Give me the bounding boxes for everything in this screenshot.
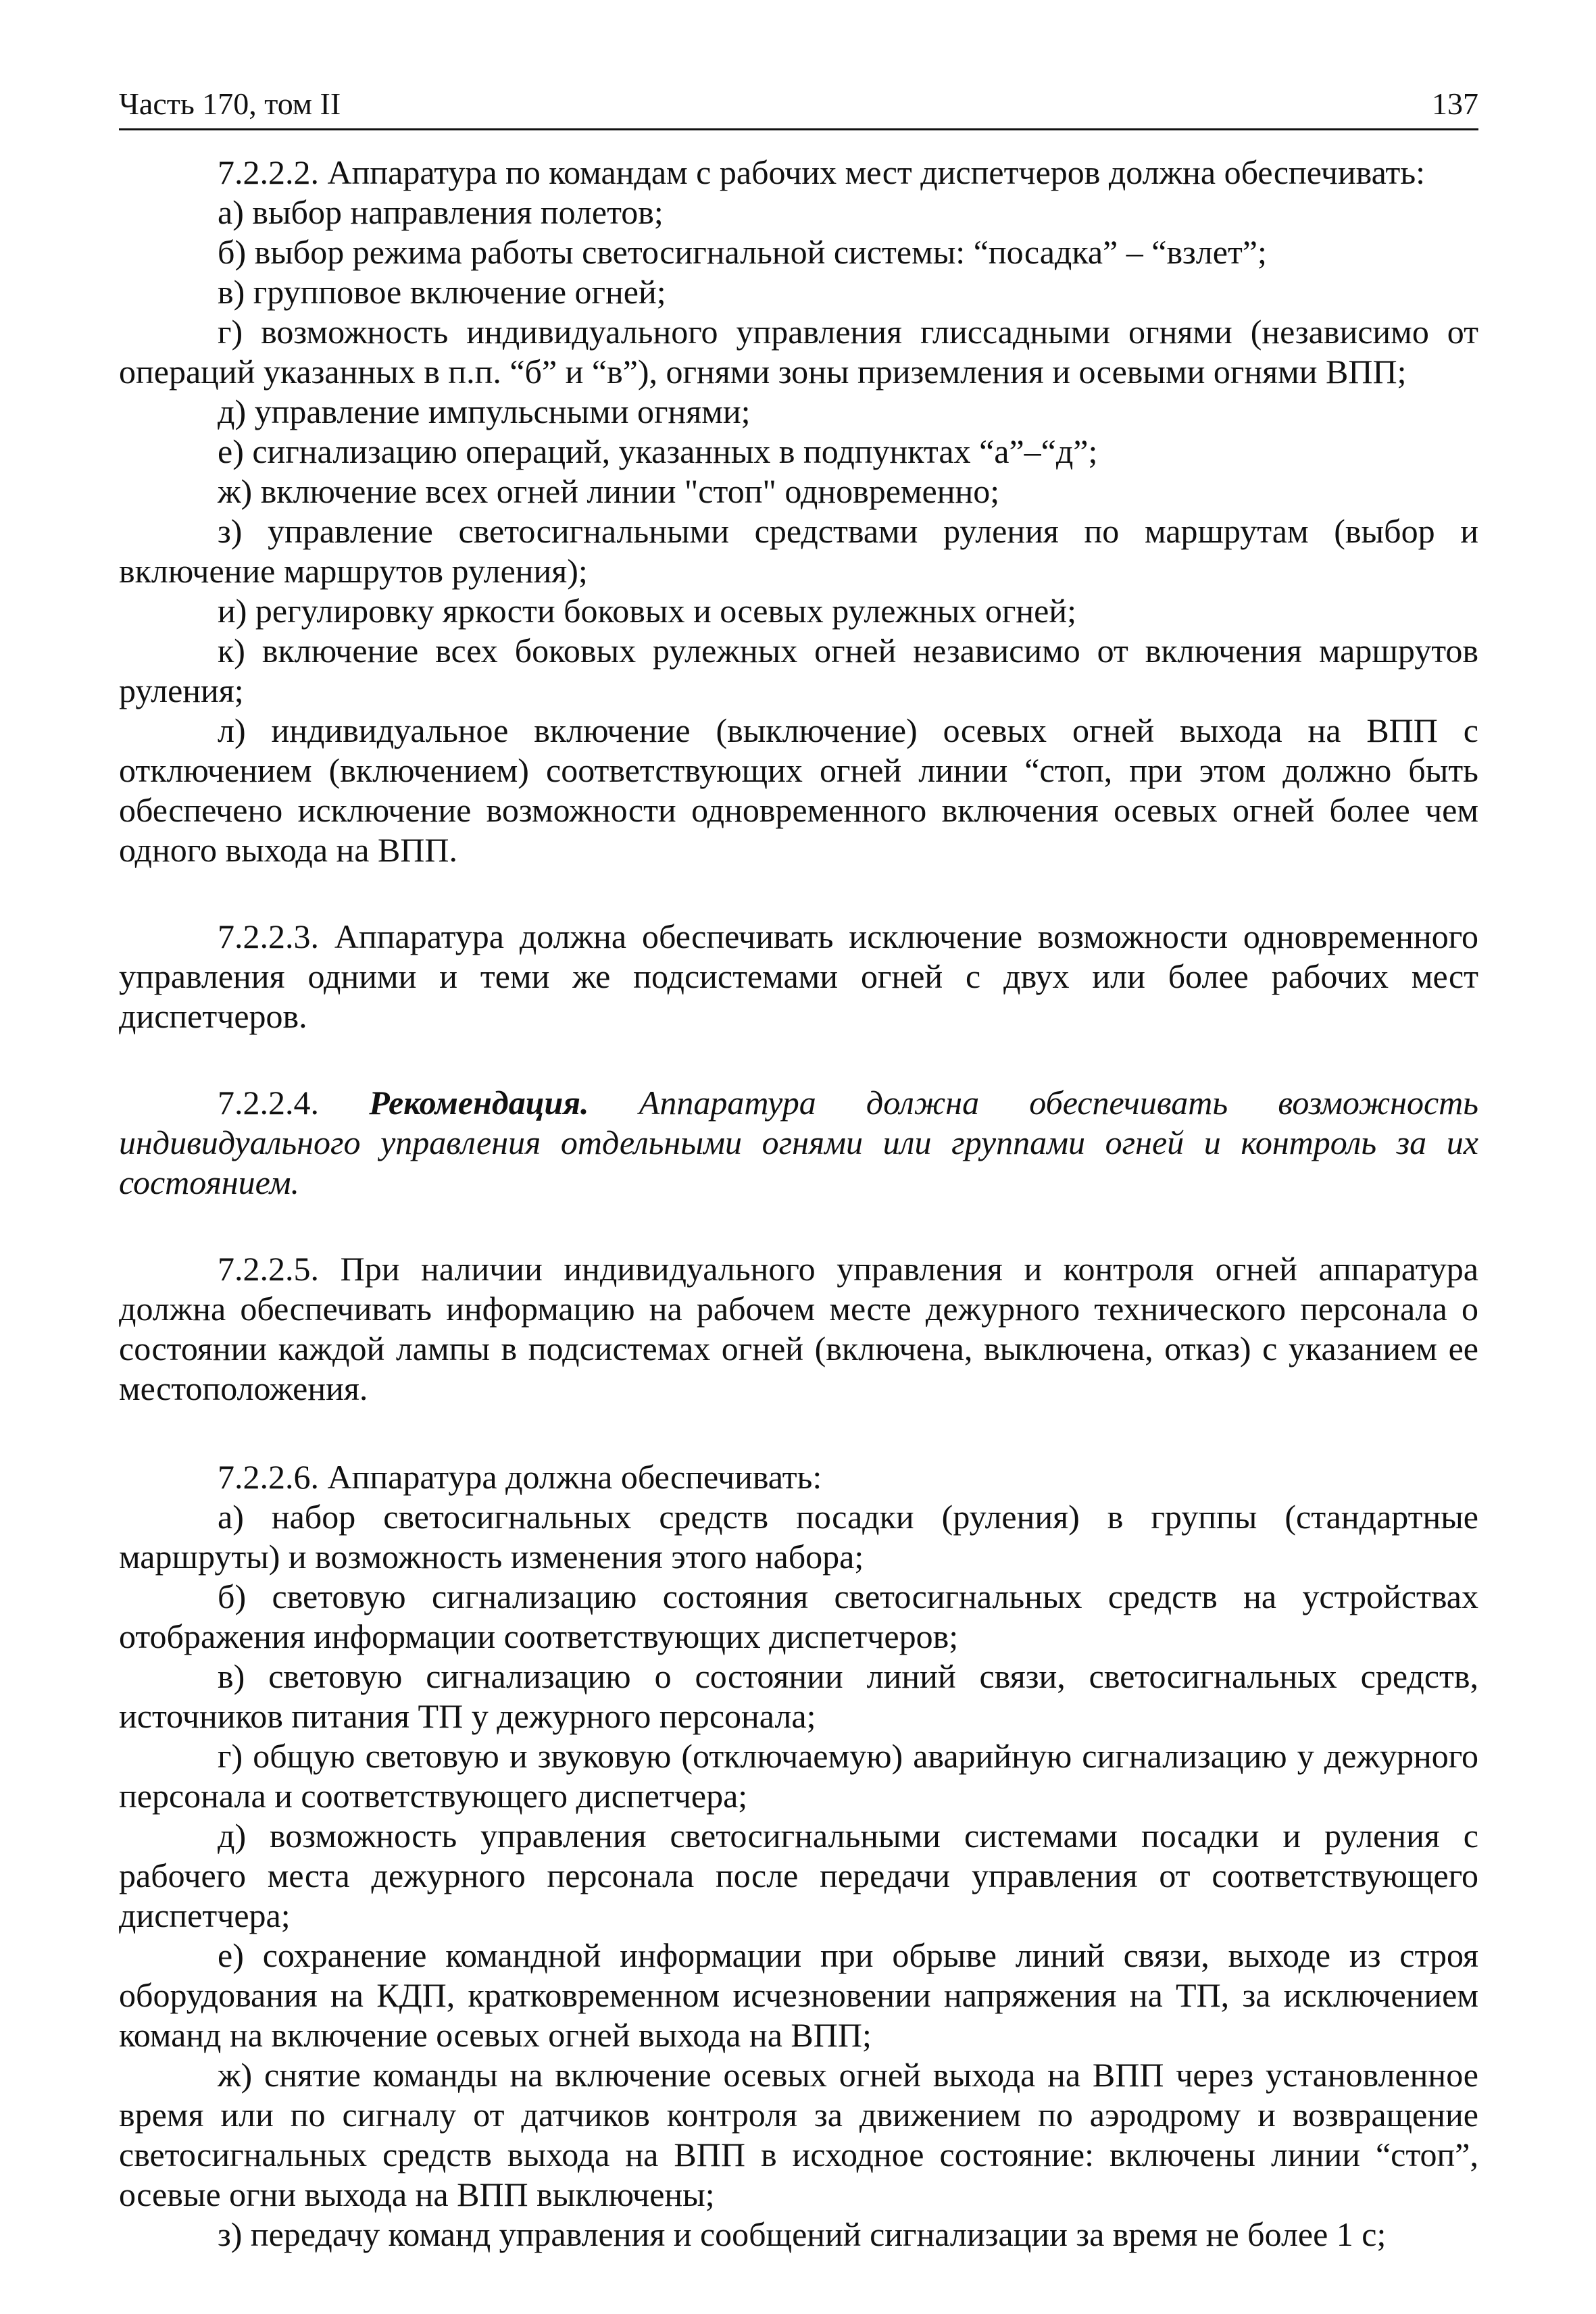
list-item-g: г) общую световую и звуковую (отключаемую) аварийную сигнализацию у дежурного персонала и соответствующего диспетчера; <box>119 1737 1478 1815</box>
list-item-k: к) включение всех боковых рулежных огней независимо от включения маршрутов руления; <box>119 632 1478 709</box>
list-item-i: и) регулировку яркости боковых и осевых рулежных огней; <box>218 592 1076 630</box>
section-7-2-2-6-intro: 7.2.2.6. Аппаратура должна обеспечивать: <box>218 1458 822 1496</box>
list-item-e: е) сигнализацию операций, указанных в подпунктах “а”–“д”; <box>218 432 1098 470</box>
recommendation-text: Аппаратура должна обеспечивать возможность индивидуального управления отдельными огнями или группами огней и контроль за их состоянием. <box>119 1084 1479 1201</box>
section-7-2-2-3: 7.2.2.3. Аппаратура должна обеспечивать исключение возможности одновременного управления одними и теми же подсистемами огней с двух или более рабочих мест диспетчеров. <box>119 917 1478 1035</box>
list-item-d: д) управление импульсными огнями; <box>218 393 751 430</box>
running-header <box>119 80 1478 130</box>
list-item-zh: ж) снятие команды на включение осевых огней выхода на ВПП через установленное время или по сигналу от датчиков контроля за движением по аэродрому и возвращение светосигнальных средств выхода на ВПП в исходное состояние: включены линии “стоп”, осевые огни выхода на ВПП выключены; <box>119 2056 1478 2213</box>
list-item-z: з) управление светосигнальными средствами руления по маршрутам (выбор и включение маршрутов руления); <box>119 512 1478 590</box>
recommendation-label: Рекомендация. <box>369 1084 589 1122</box>
list-item-b: б) световую сигнализацию состояния светосигнальных средств на устройствах отображения информации соответствующих диспетчеров; <box>119 1578 1478 1655</box>
document-body <box>119 153 1478 2255</box>
section-7-2-2-2-intro: 7.2.2.2. Аппаратура по командам с рабочих мест диспетчеров должна обеспечивать: <box>218 153 1426 191</box>
list-item-g: г) возможность индивидуального управления глиссадными огнями (независимо от операций указанных в п.п. “б” и “в”), огнями зоны приземления и осевыми огнями ВПП; <box>119 313 1478 391</box>
section-7-2-2-4-number: 7.2.2.4. <box>218 1084 319 1122</box>
page-number: 137 <box>1432 86 1478 121</box>
list-item-d: д) возможность управления светосигнальными системами посадки и руления с рабочего места дежурного персонала после передачи управления от соответствующего диспетчера; <box>119 1817 1478 1934</box>
list-item-e: е) сохранение командной информации при обрыве линий связи, выходе из строя оборудования на КДП, кратковременном исчезновении напряжения на ТП, за исключением команд на включение осевых огней выхода на ВПП; <box>119 1936 1478 2054</box>
list-item-a: а) выбор направления полетов; <box>218 193 664 231</box>
list-item-v: в) световую сигнализацию о состоянии линий связи, светосигнальных средств, источников питания ТП у дежурного персонала; <box>119 1657 1478 1735</box>
list-item-v: в) групповое включение огней; <box>218 273 666 311</box>
list-item-zh: ж) включение всех огней линии "стоп" одновременно; <box>218 472 1000 510</box>
list-item-a: а) набор светосигнальных средств посадки (руления) в группы (стандартные маршруты) и возможность изменения этого набора; <box>119 1498 1478 1576</box>
section-7-2-2-5: 7.2.2.5. При наличии индивидуального управления и контроля огней аппаратура должна обеспечивать информацию на рабочем месте дежурного технического персонала о состоянии каждой лампы в подсистемах огней (включена, выключена, отказ) с указанием ее местоположения. <box>119 1250 1478 1407</box>
list-item-b: б) выбор режима работы светосигнальной системы: “посадка” – “взлет”; <box>218 233 1267 271</box>
section-7-2-2-4 <box>119 1083 1478 1203</box>
header-part-volume: Часть 170, том II <box>119 86 341 121</box>
list-item-l: л) индивидуальное включение (выключение) осевых огней выхода на ВПП с отключением (включением) соответствующих огней линии “стоп, при этом должно быть обеспечено исключение возможности одновременного включения осевых огней более чем одного выхода на ВПП. <box>119 711 1478 869</box>
list-item-z: з) передачу команд управления и сообщений сигнализации за время не более 1 с; <box>218 2215 1387 2253</box>
